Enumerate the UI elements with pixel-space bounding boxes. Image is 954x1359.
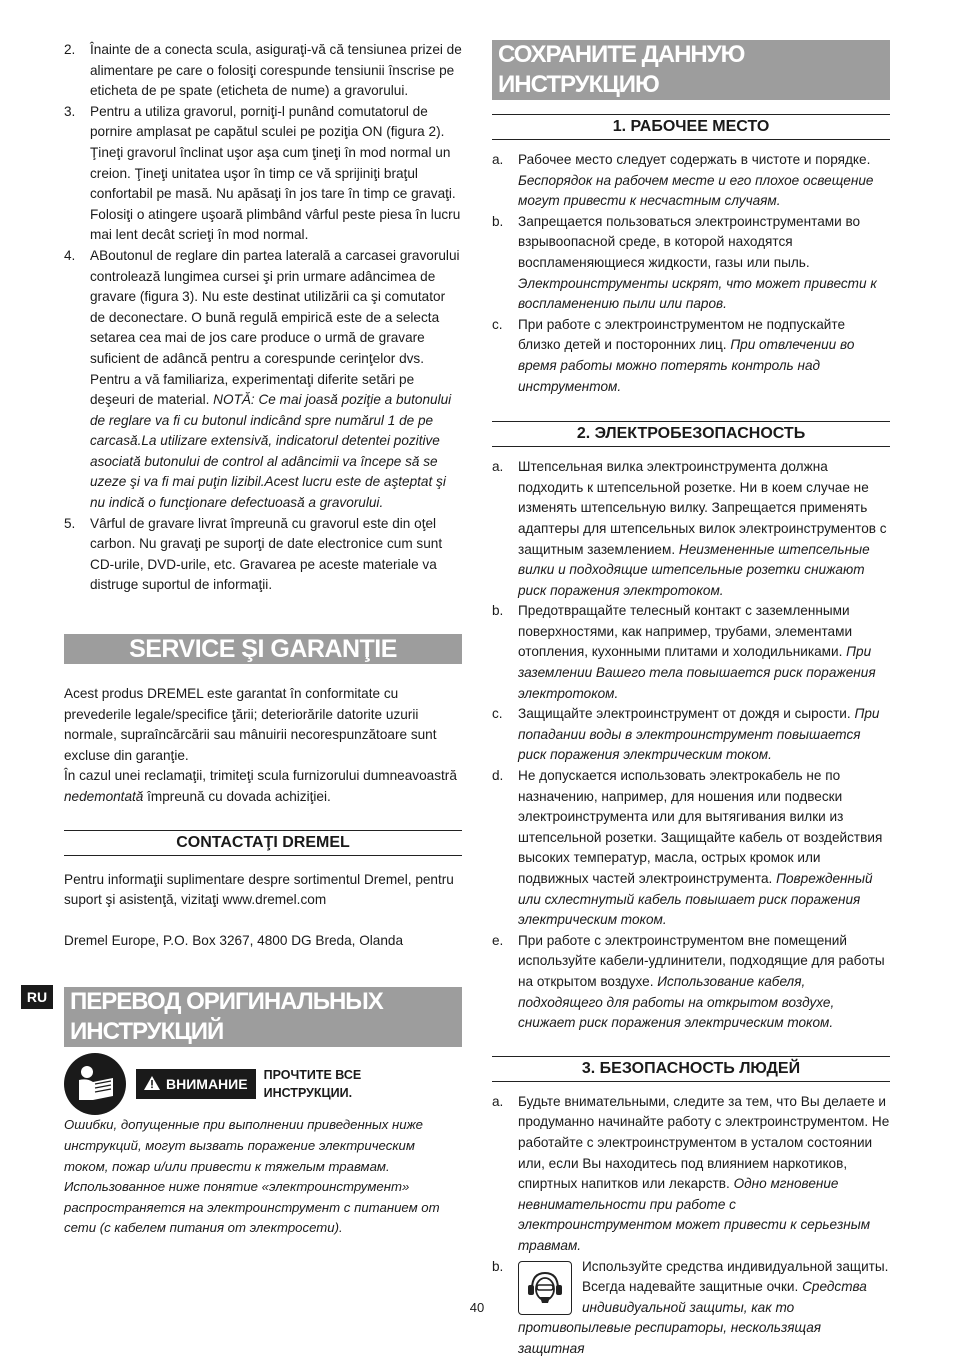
- item-note: При заземлении Вашего тела повышается риск поражения электротоком.: [518, 644, 876, 700]
- item-letter: e.: [492, 931, 518, 1034]
- section-3-title: 3. БЕЗОПАСНОСТЬ ЛЮДЕЙ: [492, 1056, 890, 1082]
- item-note: Поврежденный или схлестнутый кабель повышает риск поражения электрическим током.: [518, 871, 873, 927]
- item-note: Неизмененные штепсельные вилки и подходящие штепсельные розетки снижают риск поражения электротоком.: [518, 542, 870, 598]
- item-body: [518, 150, 890, 212]
- list-item: [492, 150, 890, 212]
- section-1-title: 1. РАБОЧЕЕ МЕСТО: [492, 114, 890, 140]
- section-1-list: [492, 150, 890, 397]
- list-item: [492, 931, 890, 1034]
- list-item: [492, 315, 890, 397]
- service-p2-text-a: În cazul unei reclamaţii, trimiteţi scula furnizorului dumneavoastră: [64, 768, 457, 783]
- service-p2-italic: nedemontată: [64, 789, 143, 804]
- item-letter: a.: [492, 457, 518, 601]
- item-letter: b.: [492, 212, 518, 315]
- list-item: [64, 246, 462, 514]
- contact-address: Dremel Europe, P.O. Box 3267, 4800 DG Breda, Olanda: [64, 931, 462, 952]
- item-text: ABoutonul de reglare din partea laterală a carcasei gravorului controlează lungimea cursei şi prin urmare adâncimea de gravare (figura 3). Nu este destinat utilizării ca şi comutator de deconectare. O bună regulă empirică este de a selecta setarea cea mai de jos care produce o urmă de gravare suficient de adâncă pentru a corespunde cerinţelor dvs. Pentru a vă familiariza, experimentaţi diferite setări pe deşeuri de material.: [90, 248, 460, 407]
- service-paragraph-1: Acest produs DREMEL este garantat în conformitate cu prevederile legale/specifice ţării; deteriorările datorite uzurii normale, supraîncărcării sau mânuirii necorespunzătoare sunt excluse din garanţie.: [64, 684, 462, 766]
- translation-title: ПЕРЕВОД ОРИГИНАЛЬНЫХ ИНСТРУКЦИЙ: [64, 987, 462, 1047]
- section-2-list: [492, 457, 890, 1034]
- item-text: Не допускается использовать электрокабель не по назначению, например, для ношения или подвески электроинструмента или для вытягивания вилки из штепсельной розетки. Защищайте кабель от воздействия высоких температур, масла, острых кромок или подвижных частей электроинструмента.: [518, 768, 882, 886]
- contact-paragraph: Pentru informaţii suplimentare despre sortimentul Dremel, pentru suport şi asistenţă, vizitaţi www.dremel.com: [64, 870, 462, 911]
- page-number: 40: [0, 1300, 954, 1315]
- item-letter: b.: [492, 601, 518, 704]
- item-note: Электроинструменты искрят, что может привести к воспламенению пыли или паров.: [518, 276, 877, 312]
- list-item: [64, 514, 462, 596]
- warning-triangle-icon: [144, 1076, 160, 1093]
- item-body: [90, 246, 462, 514]
- list-item: [492, 766, 890, 931]
- item-text: Pentru a utiliza gravorul, porniţi-l punând comutatorul de pornire amplasat pe capătul sculei pe poziţia ON (figura 2). Ţineţi gravorul înclinat uşor aşa cum ţineţi în mod normal un creion. Ţineţi unitatea uşor în timp ce vă sprijiniţi braţul confortabil pe masă. Nu apăsaţi în jos tare în timp ce gravaţi. Folosiţi o atingere uşoară plimbând vârful peste piesa în lucru mai lent decât scrieţi în mod normal.: [90, 102, 462, 246]
- item-note: Средства индивидуальной защиты, как то противопылевые респираторы, нескользящая защитная: [518, 1279, 867, 1356]
- item-body: [518, 315, 890, 397]
- section-3-list: [492, 1092, 890, 1359]
- list-item: [492, 457, 890, 601]
- item-letter: b.: [492, 1257, 518, 1359]
- item-number: 4.: [64, 246, 90, 514]
- item-letter: c.: [492, 315, 518, 397]
- read-manual-icon: [64, 1053, 126, 1115]
- list-item: [64, 102, 462, 246]
- item-letter: a.: [492, 150, 518, 212]
- item-note: Одно мгновение невнимательности при работе с электроинструментом может привести к серьезным травмам.: [518, 1176, 870, 1253]
- list-item: [492, 1092, 890, 1257]
- item-body: [518, 766, 890, 931]
- warning-badge-label: ВНИМАНИЕ: [166, 1076, 248, 1092]
- item-body: [518, 601, 890, 704]
- item-letter: d.: [492, 766, 518, 931]
- item-body: [518, 457, 890, 601]
- item-body: [518, 1092, 890, 1257]
- item-letter: a.: [492, 1092, 518, 1257]
- language-tab: RU: [21, 985, 53, 1009]
- item-text: Înainte de a conecta scula, asiguraţi-vă că tensiunea prizei de alimentare pe care o folosiţi corespunde tensiunii înscrise pe eticheta de pe spate (eticheta de nume) a gravorului.: [90, 40, 462, 102]
- item-note: При отвлечении во время работы можно потерять контроль над инструментом.: [518, 337, 854, 393]
- item-note: NOTĂ: Ce mai joasă poziţie a butonului de reglare va fi cu butonul indicând spre numărul 1 de pe carcasă.La utilizare extensivă, indicatorul detentei pozitive asociată butonului de control al adâncimii va începe să se uzeze şi va fi mai puţin lizibil.Acest lucru este de aşteptat şi nu indică o funcţionare defectuoasă a gravorului.: [90, 392, 451, 510]
- item-letter: c.: [492, 704, 518, 766]
- item-text: Предотвращайте телесный контакт с заземленными поверхностями, как например, трубами, элементами отопления, кухонными плитами и холодильниками.: [518, 603, 852, 659]
- read-all-instructions: ПРОЧТИТЕ ВСЕ ИНСТРУКЦИИ.: [264, 1066, 384, 1102]
- list-item: [492, 704, 890, 766]
- item-text: Запрещается пользоваться электроинструментами во взрывоопасной среде, в которой находятся воспламеняющиеся жидкости, газы или пыль.: [518, 214, 860, 270]
- item-body: [518, 704, 890, 766]
- section-2-title: 2. ЭЛЕКТРОБЕЗОПАСНОСТЬ: [492, 421, 890, 447]
- list-item: [492, 212, 890, 315]
- service-p2-text-b: împreună cu dovada achiziţiei.: [143, 789, 330, 804]
- item-text: Vârful de gravare livrat împreună cu gravorul este din oţel carbon. Nu gravaţi pe suporţi de date electronice cum sunt CD-urile, DVD-urile, etc. Gravarea pe aceste materiale va distruge suportul de informaţii.: [90, 514, 462, 596]
- list-item: [492, 601, 890, 704]
- item-number: 5.: [64, 514, 90, 596]
- item-body: [518, 931, 890, 1034]
- warning-badge: [136, 1069, 256, 1099]
- contact-title: CONTACTAŢI DREMEL: [64, 830, 462, 856]
- item-number: 2.: [64, 40, 90, 102]
- item-text: Будьте внимательными, следите за тем, что Вы делаете и продуманно начинайте работу с электроинструментом. Не работайте с электроинструментом в усталом состоянии или, если Вы находитесь под влиянием наркотиков, спиртных напитков или лекарств.: [518, 1094, 889, 1191]
- item-text: При работе с электроинструментом не подпускайте близко детей и посторонних лиц.: [518, 317, 845, 353]
- list-item: [64, 40, 462, 102]
- right-column: [492, 40, 890, 1359]
- service-title: SERVICE ŞI GARANŢIE: [64, 634, 462, 664]
- service-paragraph-2: [64, 766, 462, 807]
- item-text: Используйте средства индивидуальной защиты. Всегда надевайте защитные очки.: [582, 1259, 888, 1295]
- main-title: СОХРАНИТЕ ДАННУЮ ИНСТРУКЦИЮ: [492, 40, 890, 100]
- left-column: [64, 40, 462, 1239]
- item-text: Защищайте электроинструмент от дождя и сырости.: [518, 706, 851, 721]
- warning-block: [64, 1053, 462, 1115]
- item-body: [518, 212, 890, 315]
- warning-text: Ошибки, допущенные при выполнении приведенных ниже инструкций, могут вызвать поражение электрическим током, пожар и/или привести к тяжелым травмам. Использованное ниже понятие «электроинструмент» распространяется на электроинструмент с питанием от сети (с кабелем питания от электросети).: [64, 1115, 462, 1239]
- item-text: Штепсельная вилка электроинструмента должна подходить к штепсельной розетке. Ни в коем случае не изменять штепсельную вилку. Запрещается применять адаптеры для штепсельных вилок электроинструментов с защитным заземлением.: [518, 459, 887, 556]
- item-note: При попадании воды в электроинструмент повышается риск поражения электрическим током.: [518, 706, 879, 762]
- item-text: Рабочее место следует содержать в чистоте и порядке.: [518, 152, 870, 167]
- romanian-instructions-list: [64, 40, 462, 596]
- item-number: 3.: [64, 102, 90, 246]
- item-note: Использование кабеля, подходящего для работы на открытом воздухе, снижает риск поражения электрическим током.: [518, 974, 834, 1030]
- item-note: Беспорядок на рабочем месте и его плохое освещение могут привести к несчастным случаям.: [518, 173, 873, 209]
- item-text: При работе с электроинструментом вне помещений используйте кабели-удлинители, подходящие для работы на открытом воздухе.: [518, 933, 885, 989]
